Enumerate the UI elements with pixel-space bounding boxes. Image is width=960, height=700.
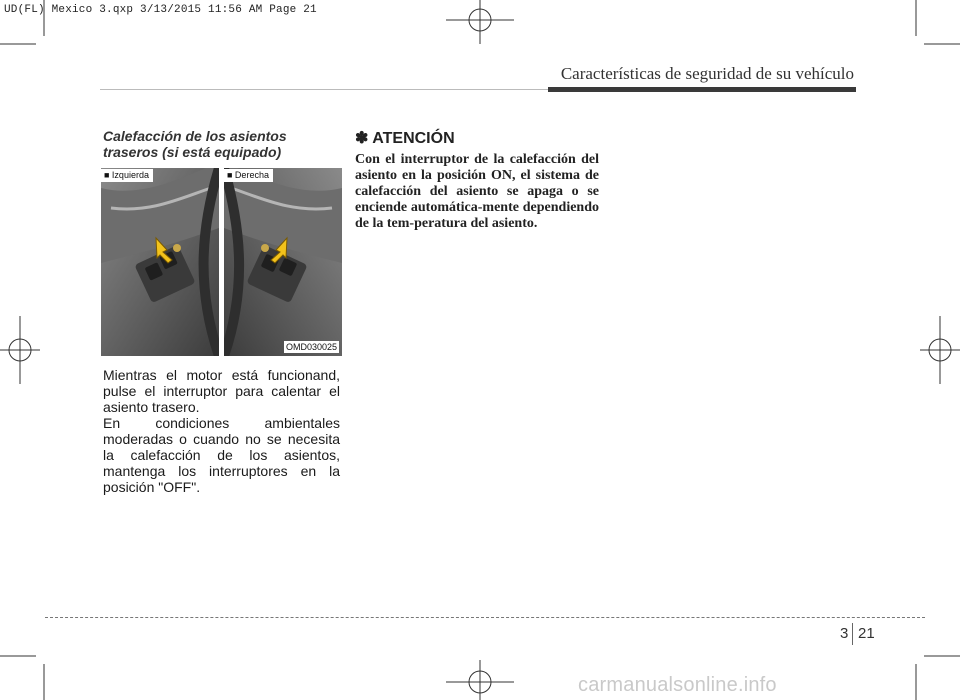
- registration-mark-bottom: [446, 660, 514, 700]
- body-paragraph-1: Mientras el motor está funcionand, pulse el interruptor para calentar el asiento trasero.: [103, 367, 340, 415]
- page-number-separator: [852, 623, 853, 645]
- registration-mark-right: [920, 316, 960, 384]
- chapter-number: 3: [840, 625, 849, 642]
- watermark: carmanualsonline.info: [578, 674, 777, 696]
- figure-label-right: ■ Derecha: [224, 169, 273, 182]
- registration-mark-left: [0, 316, 40, 384]
- door-panel-illustration: [101, 168, 342, 356]
- attention-text: Con el interruptor de la calefacción del asiento en la posición ON, el sistema de calefacción del asiento se apaga o se enciende automática-mente dependiendo de la tem-peratura del asiento.: [355, 152, 599, 231]
- page-number: 21: [858, 625, 875, 642]
- page-header-title: Características de seguridad de su vehículo: [560, 64, 854, 83]
- registration-mark-top: [446, 0, 514, 44]
- attention-heading: ✽ ATENCIÓN: [355, 130, 455, 147]
- section-heading: Calefacción de los asientos traseros (si está equipado): [103, 128, 287, 160]
- header-rule: [548, 87, 856, 92]
- body-paragraph-2: En condiciones ambientales moderadas o cuando no se necesita la calefacción de los asientos, mantenga los interruptores en la posición "OFF".: [103, 415, 340, 495]
- figure-label-left: ■ Izquierda: [101, 169, 153, 182]
- header-thin-rule: [100, 89, 548, 90]
- figure-code: OMD030025: [285, 342, 337, 352]
- door-switch-figure: [101, 168, 342, 356]
- print-slug: UD(FL) Mexico 3.qxp 3/13/2015 11:56 AM Page 21: [4, 4, 317, 16]
- footer-rule: [45, 617, 925, 618]
